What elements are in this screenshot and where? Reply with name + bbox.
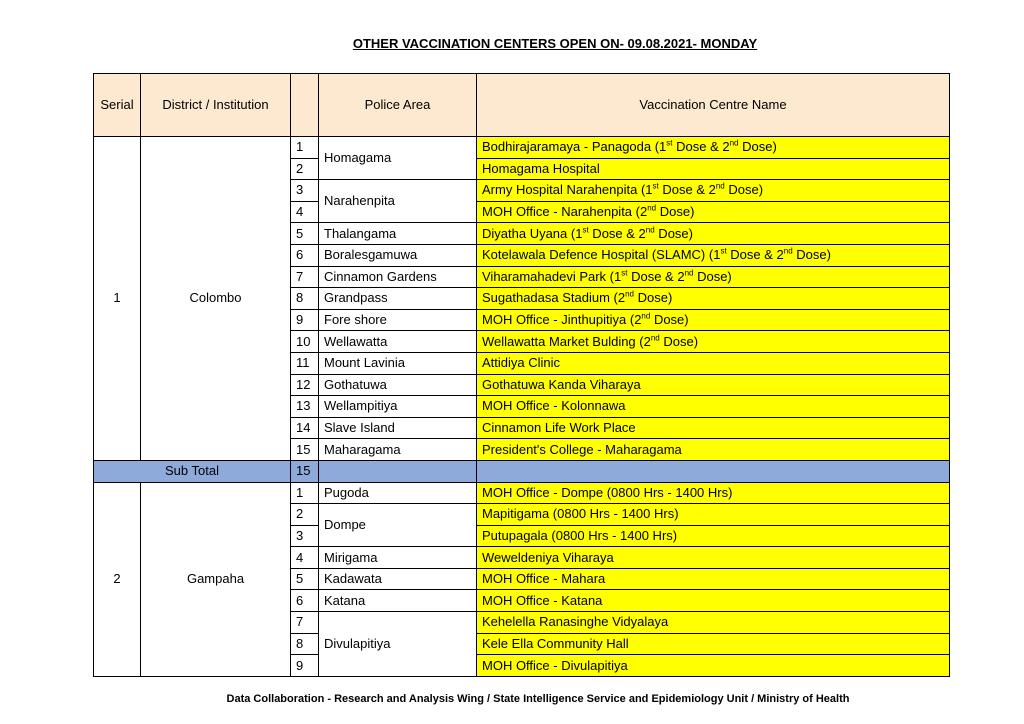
police-area-cell: Wellawatta — [319, 331, 477, 353]
police-area-cell: Pugoda — [319, 482, 477, 504]
row-number: 4 — [291, 547, 319, 569]
centre-name-cell: Gothatuwa Kanda Viharaya — [477, 374, 950, 396]
row-number: 3 — [291, 180, 319, 202]
centre-name-cell: Kele Ella Community Hall — [477, 633, 950, 655]
centre-name-cell: MOH Office - Dompe (0800 Hrs - 1400 Hrs) — [477, 482, 950, 504]
centre-name-cell: Army Hospital Narahenpita (1st Dose & 2nd Dose) — [477, 180, 950, 202]
centre-name-cell: MOH Office - Mahara — [477, 568, 950, 590]
row-number: 11 — [291, 352, 319, 374]
district-cell: Colombo — [141, 137, 291, 461]
police-area-cell: Katana — [319, 590, 477, 612]
police-area-cell: Dompe — [319, 504, 477, 547]
row-number: 6 — [291, 590, 319, 612]
centre-name-cell: Attidiya Clinic — [477, 352, 950, 374]
police-area-cell: Homagama — [319, 137, 477, 180]
table-header-row — [94, 74, 950, 137]
vaccination-centers-table — [93, 73, 950, 677]
row-number: 4 — [291, 201, 319, 223]
police-area-cell: Divulapitiya — [319, 612, 477, 677]
centre-name-cell: Viharamahadevi Park (1st Dose & 2nd Dose) — [477, 266, 950, 288]
police-area-cell: Wellampitiya — [319, 396, 477, 418]
subtotal-label: Sub Total — [94, 460, 291, 482]
row-number: 5 — [291, 223, 319, 245]
police-area-cell: Kadawata — [319, 568, 477, 590]
centre-name-cell: Bodhirajaramaya - Panagoda (1st Dose & 2nd Dose) — [477, 137, 950, 159]
header-police-area: Police Area — [319, 74, 477, 137]
centre-name-cell: MOH Office - Narahenpita (2nd Dose) — [477, 201, 950, 223]
row-number: 7 — [291, 612, 319, 634]
row-number: 5 — [291, 568, 319, 590]
header-serial: Serial — [94, 74, 141, 137]
row-number: 10 — [291, 331, 319, 353]
row-number: 8 — [291, 633, 319, 655]
row-number: 9 — [291, 309, 319, 331]
subtotal-row — [94, 460, 950, 482]
police-area-cell: Mirigama — [319, 547, 477, 569]
centre-name-cell: Kehelella Ranasinghe Vidyalaya — [477, 612, 950, 634]
police-area-cell: Fore shore — [319, 309, 477, 331]
centre-name-cell: Sugathadasa Stadium (2nd Dose) — [477, 288, 950, 310]
row-number: 14 — [291, 417, 319, 439]
row-number: 1 — [291, 482, 319, 504]
police-area-cell: Cinnamon Gardens — [319, 266, 477, 288]
row-number: 12 — [291, 374, 319, 396]
police-area-cell: Narahenpita — [319, 180, 477, 223]
centre-name-cell: MOH Office - Katana — [477, 590, 950, 612]
centre-name-cell: MOH Office - Divulapitiya — [477, 655, 950, 677]
centre-name-cell: Homagama Hospital — [477, 158, 950, 180]
centre-name-cell: Mapitigama (0800 Hrs - 1400 Hrs) — [477, 504, 950, 526]
centre-name-cell: Wellawatta Market Bulding (2nd Dose) — [477, 331, 950, 353]
header-district: District / Institution — [141, 74, 291, 137]
row-number: 9 — [291, 655, 319, 677]
district-cell: Gampaha — [141, 482, 291, 676]
serial-cell: 2 — [94, 482, 141, 676]
centre-name-cell: Kotelawala Defence Hospital (SLAMC) (1st Dose & 2nd Dose) — [477, 244, 950, 266]
serial-cell: 1 — [94, 137, 141, 461]
police-area-cell: Thalangama — [319, 223, 477, 245]
police-area-cell: Grandpass — [319, 288, 477, 310]
centre-name-cell: MOH Office - Kolonnawa — [477, 396, 950, 418]
subtotal-empty — [319, 460, 477, 482]
row-number: 1 — [291, 137, 319, 159]
centre-name-cell: MOH Office - Jinthupitiya (2nd Dose) — [477, 309, 950, 331]
footer-credit: Data Collaboration - Research and Analysis Wing / State Intelligence Service and Epidemiology Unit / Ministry of Health — [226, 693, 850, 705]
subtotal-value: 15 — [291, 460, 319, 482]
police-area-cell: Boralesgamuwa — [319, 244, 477, 266]
table-row — [94, 482, 950, 504]
row-number: 7 — [291, 266, 319, 288]
row-number: 3 — [291, 525, 319, 547]
centre-name-cell: Putupagala (0800 Hrs - 1400 Hrs) — [477, 525, 950, 547]
centre-name-cell: President's College - Maharagama — [477, 439, 950, 461]
police-area-cell: Mount Lavinia — [319, 352, 477, 374]
row-number: 8 — [291, 288, 319, 310]
header-number — [291, 74, 319, 137]
table-row — [94, 137, 950, 159]
row-number: 6 — [291, 244, 319, 266]
centre-name-cell: Cinnamon Life Work Place — [477, 417, 950, 439]
police-area-cell: Slave Island — [319, 417, 477, 439]
centre-name-cell: Diyatha Uyana (1st Dose & 2nd Dose) — [477, 223, 950, 245]
subtotal-empty — [477, 460, 950, 482]
row-number: 2 — [291, 504, 319, 526]
header-centre-name: Vaccination Centre Name — [477, 74, 950, 137]
row-number: 13 — [291, 396, 319, 418]
row-number: 15 — [291, 439, 319, 461]
centre-name-cell: Weweldeniya Viharaya — [477, 547, 950, 569]
police-area-cell: Gothatuwa — [319, 374, 477, 396]
police-area-cell: Maharagama — [319, 439, 477, 461]
page-title: OTHER VACCINATION CENTERS OPEN ON- 09.08.2021- MONDAY — [352, 36, 758, 51]
row-number: 2 — [291, 158, 319, 180]
